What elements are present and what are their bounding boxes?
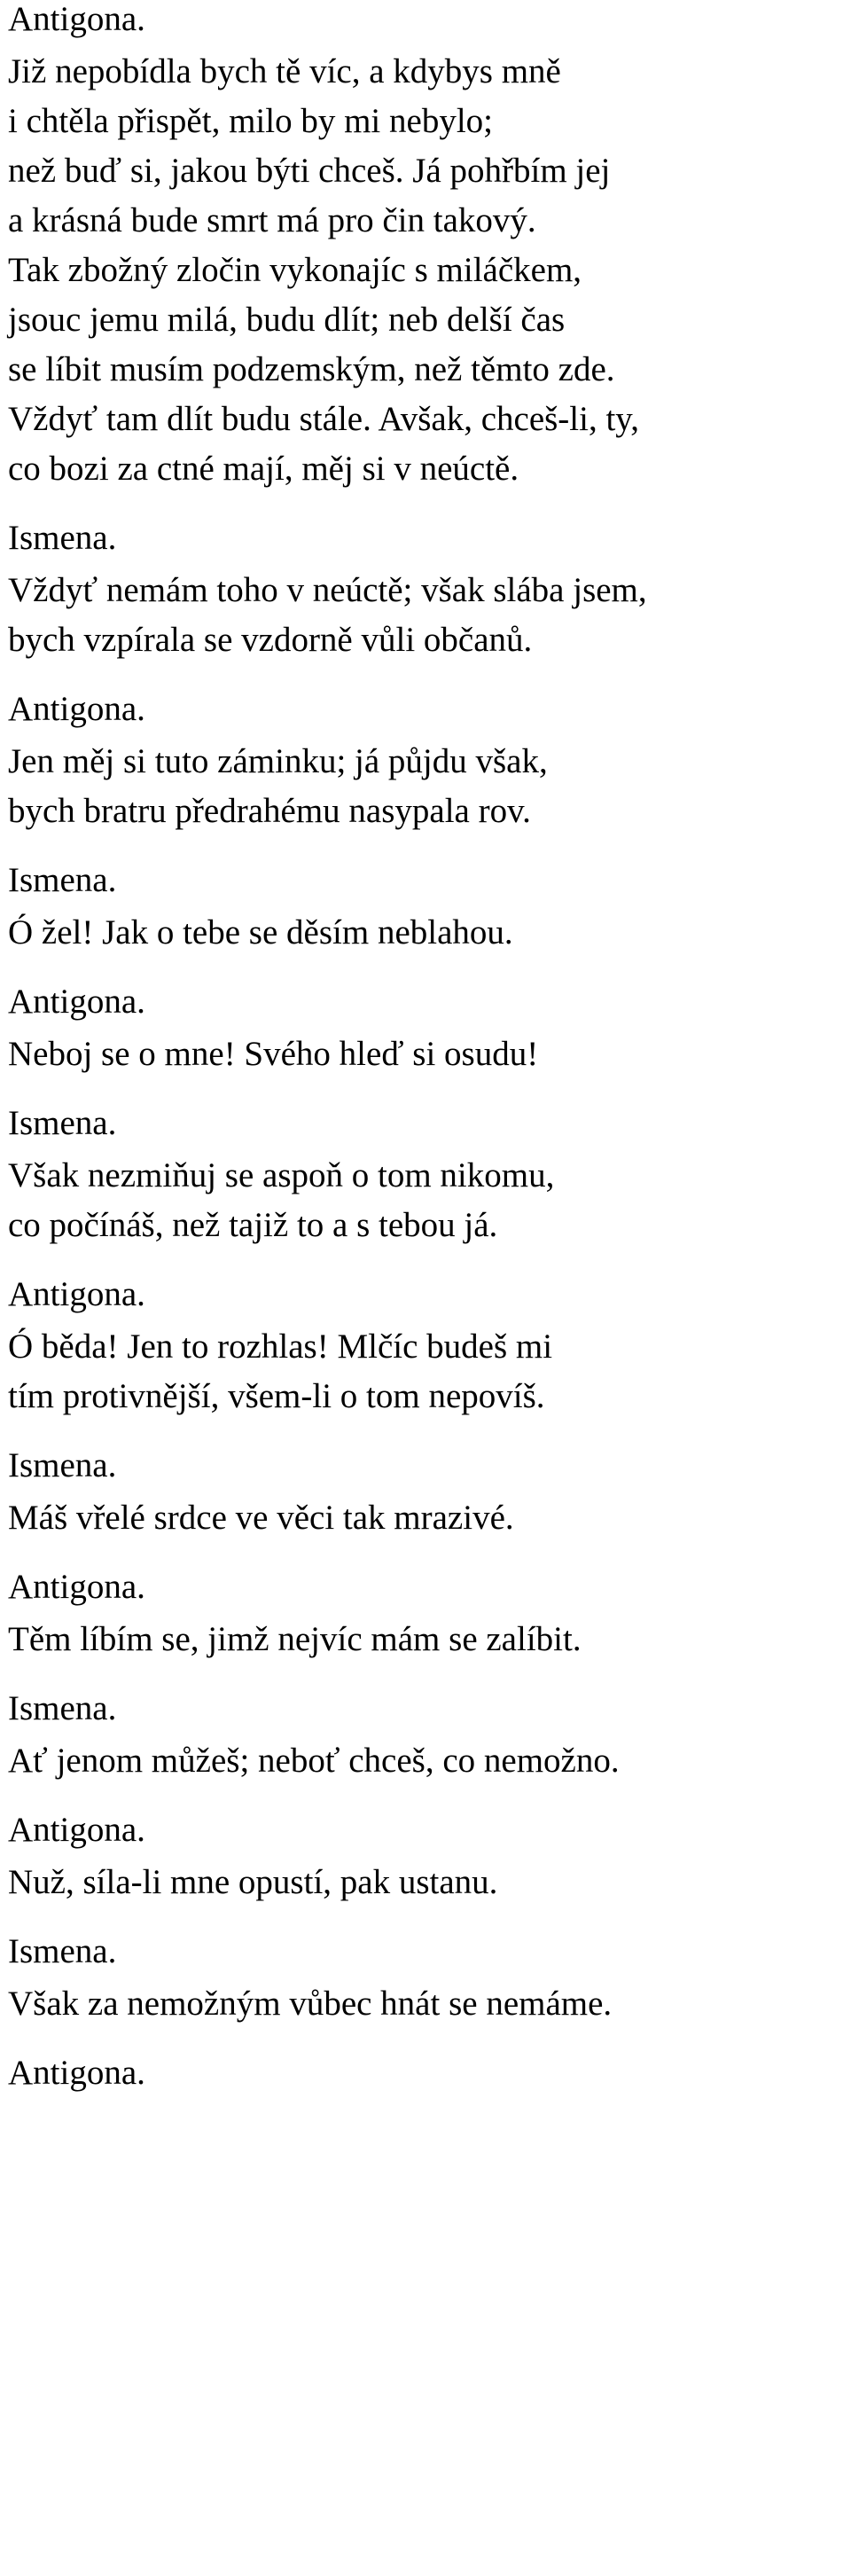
verse-line: Však nezmiňuj se aspoň o tom nikomu,: [8, 1156, 555, 1194]
dialogue-text: [8, 0, 841, 2105]
dialogue-block: [8, 519, 841, 660]
verse-line: Vždyť tam dlít budu stále. Avšak, chceš-li, ty,: [8, 400, 640, 438]
verse-line: bych vzpírala se vzdorně vůli občanů.: [8, 621, 533, 659]
verse-line: jsouc jemu milá, budu dlít; neb delší čas: [8, 301, 566, 339]
verse-line: bych bratru předrahému nasypala rov.: [8, 792, 531, 830]
verse-line: Vždyť nemám toho v neúctě; však slába jsem,: [8, 571, 647, 609]
verse-line: Neboj se o mne! Svého hleď si osudu!: [8, 1035, 539, 1073]
verse-line: Již nepobídla bych tě víc, a kdybys mně: [8, 52, 561, 90]
dialogue-block: [8, 1689, 841, 1781]
dialogue-block: [8, 1275, 841, 1416]
speaker-name: Antigona.: [8, 983, 145, 1021]
dialogue-block: [8, 861, 841, 952]
dialogue-block: [8, 1104, 841, 1245]
verse-line: Ó běda! Jen to rozhlas! Mlčíc budeš mi: [8, 1327, 553, 1366]
speaker-name: Antigona.: [8, 1811, 145, 1849]
verse-line: co počínáš, než tajiž to a s tebou já.: [8, 1206, 498, 1244]
verse-line: Tak zbožný zločin vykonajíc s miláčkem,: [8, 251, 582, 289]
speaker-name: Antigona.: [8, 1275, 145, 1313]
verse-line: Těm líbím se, jimž nejvíc mám se zalíbit.: [8, 1620, 582, 1658]
speaker-name: Ismena.: [8, 1446, 117, 1484]
dialogue-block: [8, 1568, 841, 1659]
speaker-name: Antigona.: [8, 2054, 145, 2092]
dialogue-block: [8, 1446, 841, 1538]
verse-line: Máš vřelé srdce ve věci tak mrazivé.: [8, 1499, 514, 1537]
dialogue-block: [8, 0, 841, 489]
verse-line: Ó žel! Jak o tebe se děsím neblahou.: [8, 913, 513, 951]
verse-line: Jen měj si tuto záminku; já půjdu však,: [8, 742, 548, 780]
dialogue-block: [8, 1811, 841, 1902]
verse-line: Ať jenom můžeš; neboť chceš, co nemožno.: [8, 1742, 620, 1780]
verse-line: a krásná bude smrt má pro čin takový.: [8, 201, 536, 239]
verse-line: se líbit musím podzemským, než těmto zde.: [8, 350, 615, 388]
dialogue-block: [8, 983, 841, 1074]
dialogue-block: [8, 1932, 841, 2024]
speaker-name: Ismena.: [8, 1104, 117, 1142]
verse-line: Však za nemožným vůbec hnát se nemáme.: [8, 1985, 613, 2023]
verse-line: než buď si, jakou býti chceš. Já pohřbím jej: [8, 152, 611, 190]
speaker-name: Ismena.: [8, 519, 117, 557]
verse-line: tím protivnější, všem-li o tom nepovíš.: [8, 1377, 545, 1415]
speaker-name: Antigona.: [8, 0, 145, 38]
dialogue-block: [8, 2054, 841, 2093]
verse-line: co bozi za ctné mají, měj si v neúctě.: [8, 450, 519, 488]
speaker-name: Ismena.: [8, 1689, 117, 1727]
verse-line: i chtěla přispět, milo by mi nebylo;: [8, 102, 493, 140]
speaker-name: Ismena.: [8, 1932, 117, 1970]
speaker-name: Ismena.: [8, 861, 117, 899]
verse-line: Nuž, síla-li mne opustí, pak ustanu.: [8, 1863, 498, 1901]
speaker-name: Antigona.: [8, 1568, 145, 1606]
dialogue-block: [8, 690, 841, 831]
speaker-name: Antigona.: [8, 690, 145, 728]
